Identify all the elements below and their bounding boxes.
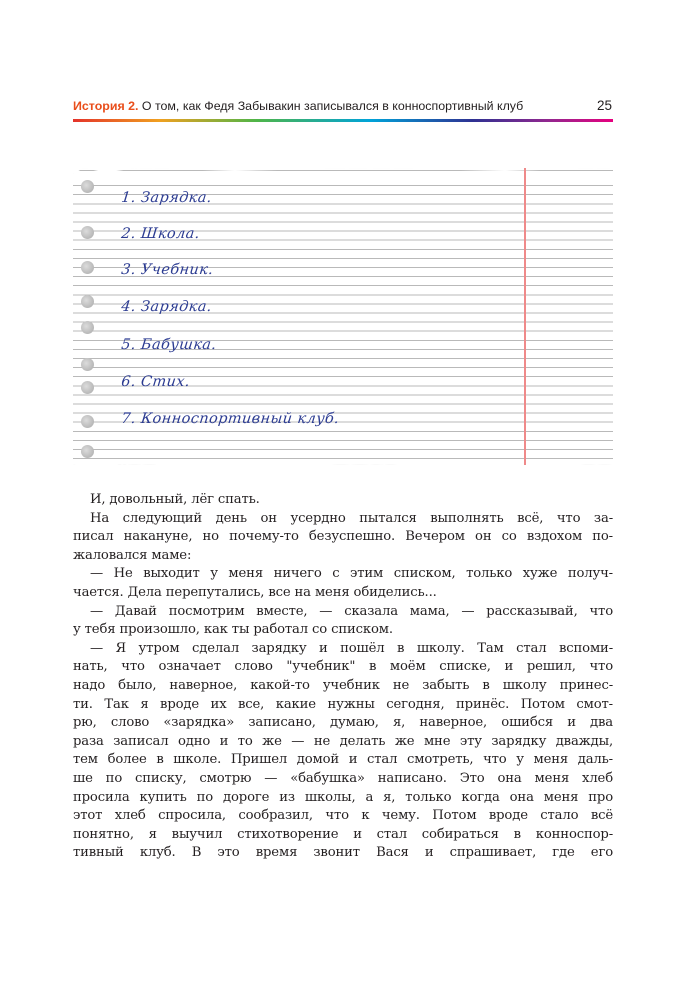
rainbow-divider (73, 119, 613, 122)
text-line: тем более в школе. Пришел домой и стал смотреть, что у меня даль- (73, 752, 613, 768)
text-line: — Не выходит у меня ничего с этим списком, только хуже получ- (90, 566, 613, 582)
paragraph (73, 510, 613, 566)
text-line: рю, слово «зарядка» записано, думаю, я, наверное, ошибся и два (73, 715, 613, 731)
paragraph (73, 491, 613, 510)
handwritten-list-item: 6. Стих. (120, 374, 191, 390)
text-line: понятно, я выучил стихотворение и стал собираться в конноспор- (73, 826, 613, 842)
text-line: ше по списку, смотрю — «бабушка» написано. Это она меня хлеб (73, 770, 613, 786)
binder-hole (81, 381, 94, 394)
binder-hole (81, 180, 94, 193)
binder-hole (81, 295, 94, 308)
binder-hole (81, 261, 94, 274)
handwritten-list-item: 4. Зарядка. (120, 299, 213, 315)
text-line: просила купить по дороге из школы, а я, только когда она меня про (73, 789, 613, 805)
chapter-heading (73, 99, 523, 113)
binder-hole (81, 415, 94, 428)
binder-hole (81, 226, 94, 239)
text-line: раза записал одно и то же — не делать же мне эту зарядку дважды, (73, 733, 613, 749)
text-line: На следующий день он усердно пытался выполнять всё, что за- (90, 510, 613, 526)
handwritten-list-item: 2. Школа. (120, 226, 201, 242)
page-number: 25 (596, 98, 612, 113)
paragraph (73, 565, 613, 602)
text-line: жаловался маме: (73, 547, 192, 563)
binder-hole (81, 445, 94, 458)
text-line: И, довольный, лёг спать. (90, 492, 260, 507)
running-header (73, 95, 613, 117)
text-line: чается. Дела перепутались, все на меня обиделись... (73, 584, 437, 600)
notebook-sheet (73, 168, 613, 465)
paragraph (73, 640, 613, 863)
chapter-title: О том, как Федя Забывакин записывался в конноспортивный клуб (138, 99, 524, 113)
handwritten-list-item: 1. Зарядка. (120, 190, 213, 206)
text-line: ти. Так я вроде их все, какие нужны сегодня, принёс. Потом смот- (73, 696, 613, 712)
binder-hole (81, 358, 94, 371)
text-line: — Я утром сделал зарядку и пошёл в школу. Там стал вспоми- (90, 640, 613, 656)
text-line: тивный клуб. В это время звонит Вася и спрашивает, где его (73, 845, 613, 861)
story-text (73, 491, 613, 863)
text-line: нать, что означает слово "учебник" в моём списке, и решил, что (73, 659, 613, 675)
text-line: — Давай посмотрим вместе, — сказала мама, — рассказывай, что (90, 603, 613, 619)
handwritten-list-item: 3. Учебник. (120, 262, 215, 278)
handwritten-list-item: 7. Конноспортивный клуб. (120, 411, 341, 427)
text-line: у тебя произошло, как ты работал со списком. (73, 622, 393, 638)
text-line: писал накануне, но почему-то безуспешно. Вечером он со вздохом по- (73, 529, 613, 545)
binder-hole (81, 321, 94, 334)
text-line: надо было, наверное, какой-то учебник не забыть в школу принес- (73, 677, 613, 693)
margin-line (524, 168, 526, 465)
chapter-label: История 2. (73, 99, 139, 113)
text-line: этот хлеб спросила, сообразил, что к чему. Потом вроде стало всё (73, 808, 613, 824)
paragraph (73, 603, 613, 640)
handwritten-list-item: 5. Бабушка. (120, 337, 218, 353)
